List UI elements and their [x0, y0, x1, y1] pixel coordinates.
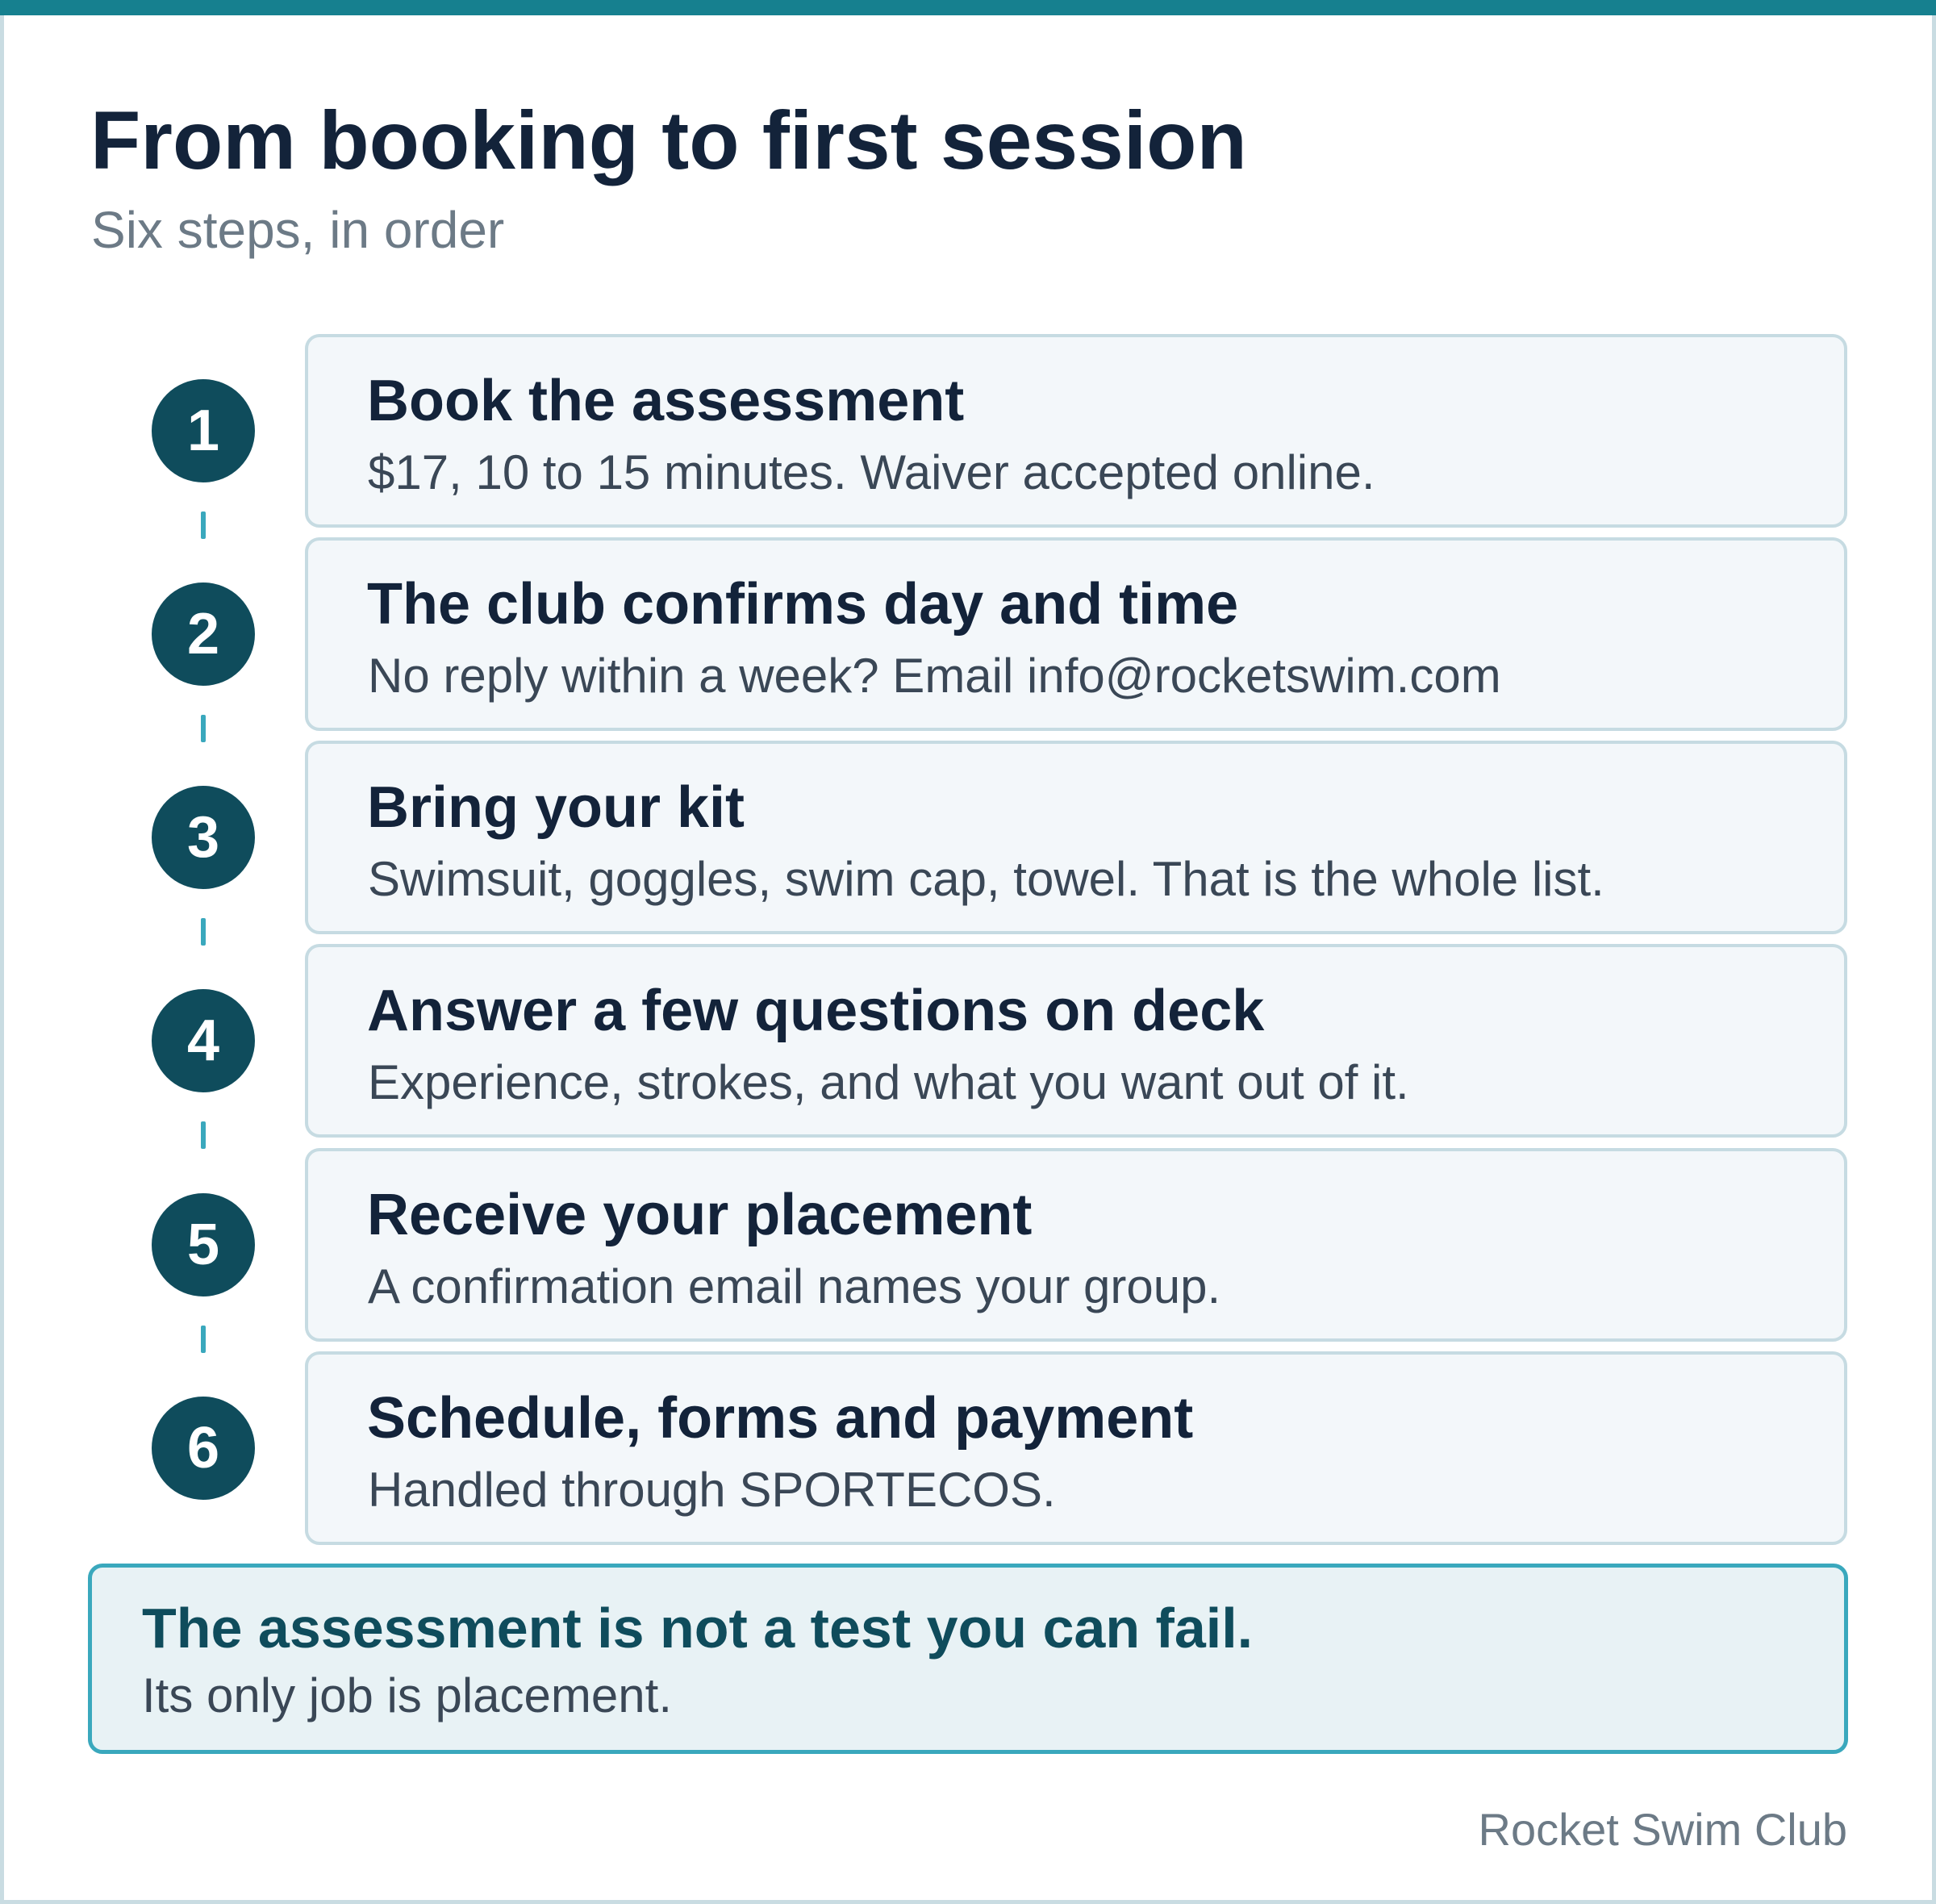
- step-title: Answer a few questions on deck: [367, 979, 1265, 1043]
- step-description: Swimsuit, goggles, swim cap, towel. That is the whole list.: [368, 852, 1604, 906]
- step-item: [0, 741, 1936, 934]
- step-description: No reply within a week? Email info@rocketswim.com: [368, 649, 1501, 703]
- step-item: [0, 334, 1936, 528]
- note-title: The assessment is not a test you can fail.: [142, 1597, 1254, 1660]
- step-connector: [201, 1121, 206, 1149]
- step-connector: [201, 511, 206, 539]
- step-connector: [201, 1326, 206, 1353]
- step-number-badge: 5: [152, 1193, 255, 1296]
- page-title: From booking to first session: [90, 94, 1247, 186]
- step-item: [0, 944, 1936, 1138]
- step-number-badge: 6: [152, 1397, 255, 1500]
- step-number-badge: 2: [152, 582, 255, 686]
- step-description: Handled through SPORTECOS.: [368, 1463, 1056, 1517]
- page-subtitle: Six steps, in order: [91, 201, 505, 259]
- step-number-badge: 4: [152, 989, 255, 1092]
- step-title: Book the assessment: [367, 369, 965, 433]
- step-connector: [201, 715, 206, 742]
- step-description: A confirmation email names your group.: [368, 1259, 1221, 1313]
- step-title: Receive your placement: [367, 1183, 1033, 1247]
- step-title: The club confirms day and time: [367, 572, 1239, 637]
- step-title: Schedule, forms and payment: [367, 1386, 1194, 1451]
- note-description: Its only job is placement.: [142, 1668, 672, 1722]
- step-description: Experience, strokes, and what you want out of it.: [368, 1055, 1409, 1109]
- step-title: Bring your kit: [367, 775, 745, 840]
- step-item: [0, 537, 1936, 731]
- step-number-badge: 3: [152, 786, 255, 889]
- step-item: [0, 1351, 1936, 1545]
- footer-brand: Rocket Swim Club: [1478, 1804, 1847, 1855]
- step-number-badge: 1: [152, 379, 255, 482]
- step-connector: [201, 918, 206, 946]
- step-description: $17, 10 to 15 minutes. Waiver accepted online.: [368, 445, 1375, 499]
- step-item: [0, 1148, 1936, 1342]
